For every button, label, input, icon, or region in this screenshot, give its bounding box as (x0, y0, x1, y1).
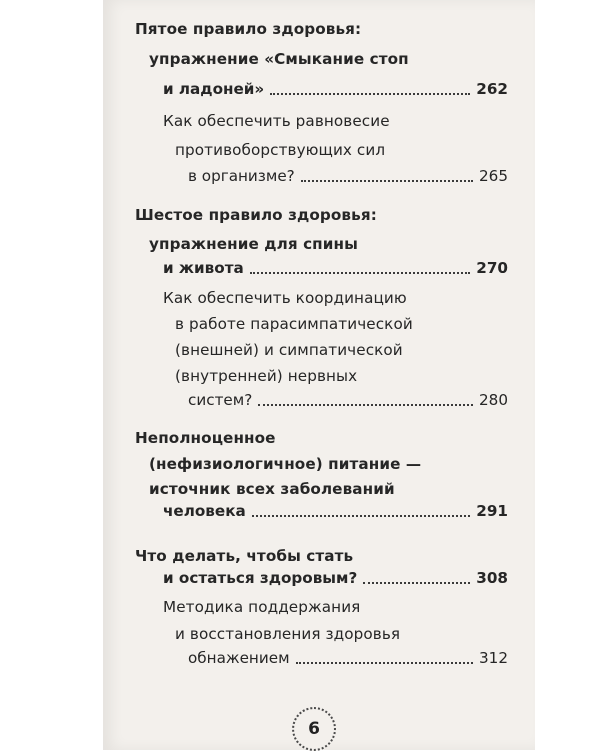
page-number-badge: 6 (292, 707, 336, 751)
toc-heading-line: Пятое правило здоровья: (135, 20, 362, 38)
dot-leader (301, 179, 473, 182)
toc-entry-leader[interactable] (163, 258, 508, 278)
toc-sub-line: в работе парасимпатической (175, 315, 413, 333)
dot-leader (252, 514, 471, 517)
toc-entry-leader[interactable] (188, 166, 508, 186)
page-ref: 291 (476, 502, 508, 520)
dot-leader (258, 403, 473, 406)
page-ref: 265 (479, 167, 508, 185)
toc-entry-leader[interactable] (188, 648, 508, 668)
toc-heading-line: человека (163, 502, 246, 520)
dot-leader (250, 271, 471, 274)
toc-entry-leader[interactable] (163, 501, 508, 521)
page-ref: 262 (476, 80, 508, 98)
dot-leader (270, 92, 470, 95)
page-ref: 280 (479, 391, 508, 409)
toc-heading-line: Шестое правило здоровья: (135, 206, 377, 224)
toc-sub-line: систем? (188, 391, 253, 409)
toc-sub-line: (внутренней) нервных (175, 367, 358, 385)
toc-sub-line: обнажением (188, 649, 290, 667)
toc-heading-line: Что делать, чтобы стать (135, 547, 354, 565)
toc-sub-line: Как обеспечить равновесие (163, 112, 390, 130)
toc-sub-line: Как обеспечить координацию (163, 289, 407, 307)
toc-entry-leader[interactable] (163, 79, 508, 99)
page-ref: 312 (479, 649, 508, 667)
page-ref: 270 (476, 259, 508, 277)
page-ref: 308 (476, 569, 508, 587)
toc-heading-line: Неполноценное (135, 429, 276, 447)
toc-sub-line: Методика поддержания (163, 598, 361, 616)
toc-heading-line: источник всех заболеваний (149, 480, 395, 498)
toc-sub-line: противоборствующих сил (175, 141, 386, 159)
toc-heading-line: (нефизиологичное) питание — (149, 455, 422, 473)
toc-sub-line: и восстановления здоровья (175, 625, 401, 643)
toc-heading-line: и ладоней» (163, 80, 265, 98)
toc-sub-line: (внешней) и симпатической (175, 341, 403, 359)
toc-heading-line: и остаться здоровым? (163, 569, 358, 587)
dot-leader (296, 661, 473, 664)
toc-entry-leader[interactable] (188, 390, 508, 410)
toc-heading-line: упражнение «Смыкание стоп (149, 50, 409, 68)
toc-sub-line: в организме? (188, 167, 295, 185)
toc-heading-line: упражнение для спины (149, 235, 358, 253)
dot-leader (363, 581, 470, 584)
toc-entry-leader[interactable] (163, 568, 508, 588)
toc-heading-line: и живота (163, 259, 244, 277)
